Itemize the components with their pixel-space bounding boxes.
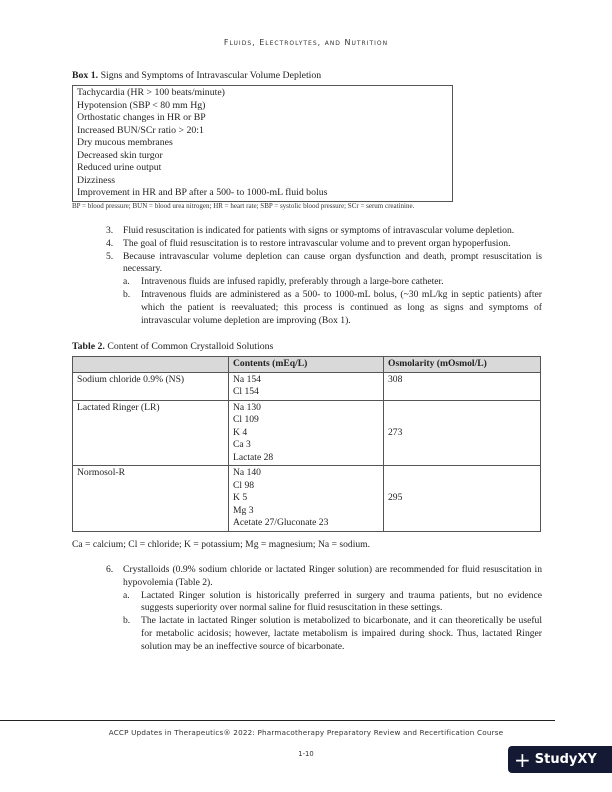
crystalloid-table xyxy=(72,356,541,532)
footer-text: ACCP Updates in Therapeutics® 2022: Pharmacotherapy Preparatory Review and Recertification Course xyxy=(108,728,504,737)
box1-item: Tachycardia (HR > 100 beats/minute) xyxy=(77,87,225,98)
table2-label: Table 2. xyxy=(72,341,105,352)
box1-item: Improvement in HR and BP after a 500- to 1000-mL fluid bolus xyxy=(77,187,328,198)
badge-label: StudyXY xyxy=(534,752,597,767)
list-section-2 xyxy=(72,564,542,654)
list-section-1 xyxy=(72,225,542,327)
list-subitem: a. Lactated Ringer solution is historically preferred in surgery and trauma patients, but no evidence suggests superiority over normal saline for fluid resuscitation in these settings. xyxy=(123,589,542,614)
list-item: 6. Crystalloids (0.9% sodium chloride or lactated Ringer solution) are recommended for fluid resuscitation in hypovolemia (Table 2). xyxy=(106,564,542,588)
box1-title: Signs and Symptoms of Intravascular Volume Depletion xyxy=(100,70,322,81)
box1-item: Reduced urine output xyxy=(77,162,162,173)
list-subitem: b. The lactate in lactated Ringer solution is metabolized to bicarbonate, and it can theoretically be useful for metabolic acidosis; however, lactate metabolism is impaired during shock. Thus, lactated Ringer solution may be an ineffective source of bicarbonate. xyxy=(123,615,542,652)
table2-footnote: Ca = calcium; Cl = chloride; K = potassium; Mg = magnesium; Na = sodium. xyxy=(72,539,371,550)
list-item: 5. Because intravascular volume depletion can cause organ dysfunction and death, prompt resuscitation is necessary. xyxy=(106,250,542,275)
table-row: Lactated Ringer (LR) Na 130 Cl 109 K 4 Ca 3 Lactate 28 273 xyxy=(73,400,541,466)
box1-item: Dry mucous membranes xyxy=(77,137,173,148)
table-row: Normosol-R Na 140 Cl 98 K 5 Mg 3 Acetate 27/Gluconate 23 295 xyxy=(73,466,541,532)
list-item: 4. The goal of fluid resuscitation is to restore intravascular volume and to prevent organ hypoperfusion. xyxy=(106,237,511,249)
box1-footnote: BP = blood pressure; BUN = blood urea nitrogen; HR = heart rate; SBP = systolic blood pressure; SCr = serum creatinine. xyxy=(72,202,415,210)
studyxy-badge[interactable] xyxy=(508,746,612,773)
box1 xyxy=(72,85,453,202)
box1-item: Orthostatic changes in HR or BP xyxy=(77,112,206,123)
list-item: 3. Fluid resuscitation is indicated for patients with signs or symptoms of intravascular volume depletion. xyxy=(106,225,515,236)
table-row: Sodium chloride 0.9% (NS) Na 154 Cl 154 308 xyxy=(73,372,541,400)
table2-caption xyxy=(72,341,273,352)
box1-item: Dizziness xyxy=(77,174,116,186)
box1-item: Hypotension (SBP < 80 mm Hg) xyxy=(77,99,206,111)
footer-rule xyxy=(0,720,555,721)
list-subitem: b. Intravenous fluids are administered as a 500- to 1000-mL bolus, (~30 mL/kg in septic patients) after which the patient is reevaluated; this process is continued as long as signs and symptoms of intravascular volume depletion are improving (Box 1). xyxy=(123,288,542,326)
table2-title: Content of Common Crystalloid Solutions xyxy=(107,341,274,352)
box1-caption xyxy=(72,70,321,81)
box1-item: Decreased skin turgor xyxy=(77,149,163,161)
plus-icon: + xyxy=(514,747,531,772)
list-subitem: a. Intravenous fluids are infused rapidly, preferably through a large-bore catheter. xyxy=(123,276,444,288)
table-header-row: Contents (mEq/L) Osmolarity (mOsmol/L) xyxy=(73,357,541,373)
box1-item: Increased BUN/SCr ratio > 20:1 xyxy=(77,124,204,136)
running-header: Fluids, Electrolytes, and Nutrition xyxy=(223,38,389,47)
page-number: 1-10 xyxy=(298,750,314,758)
box1-label: Box 1. xyxy=(72,70,99,81)
